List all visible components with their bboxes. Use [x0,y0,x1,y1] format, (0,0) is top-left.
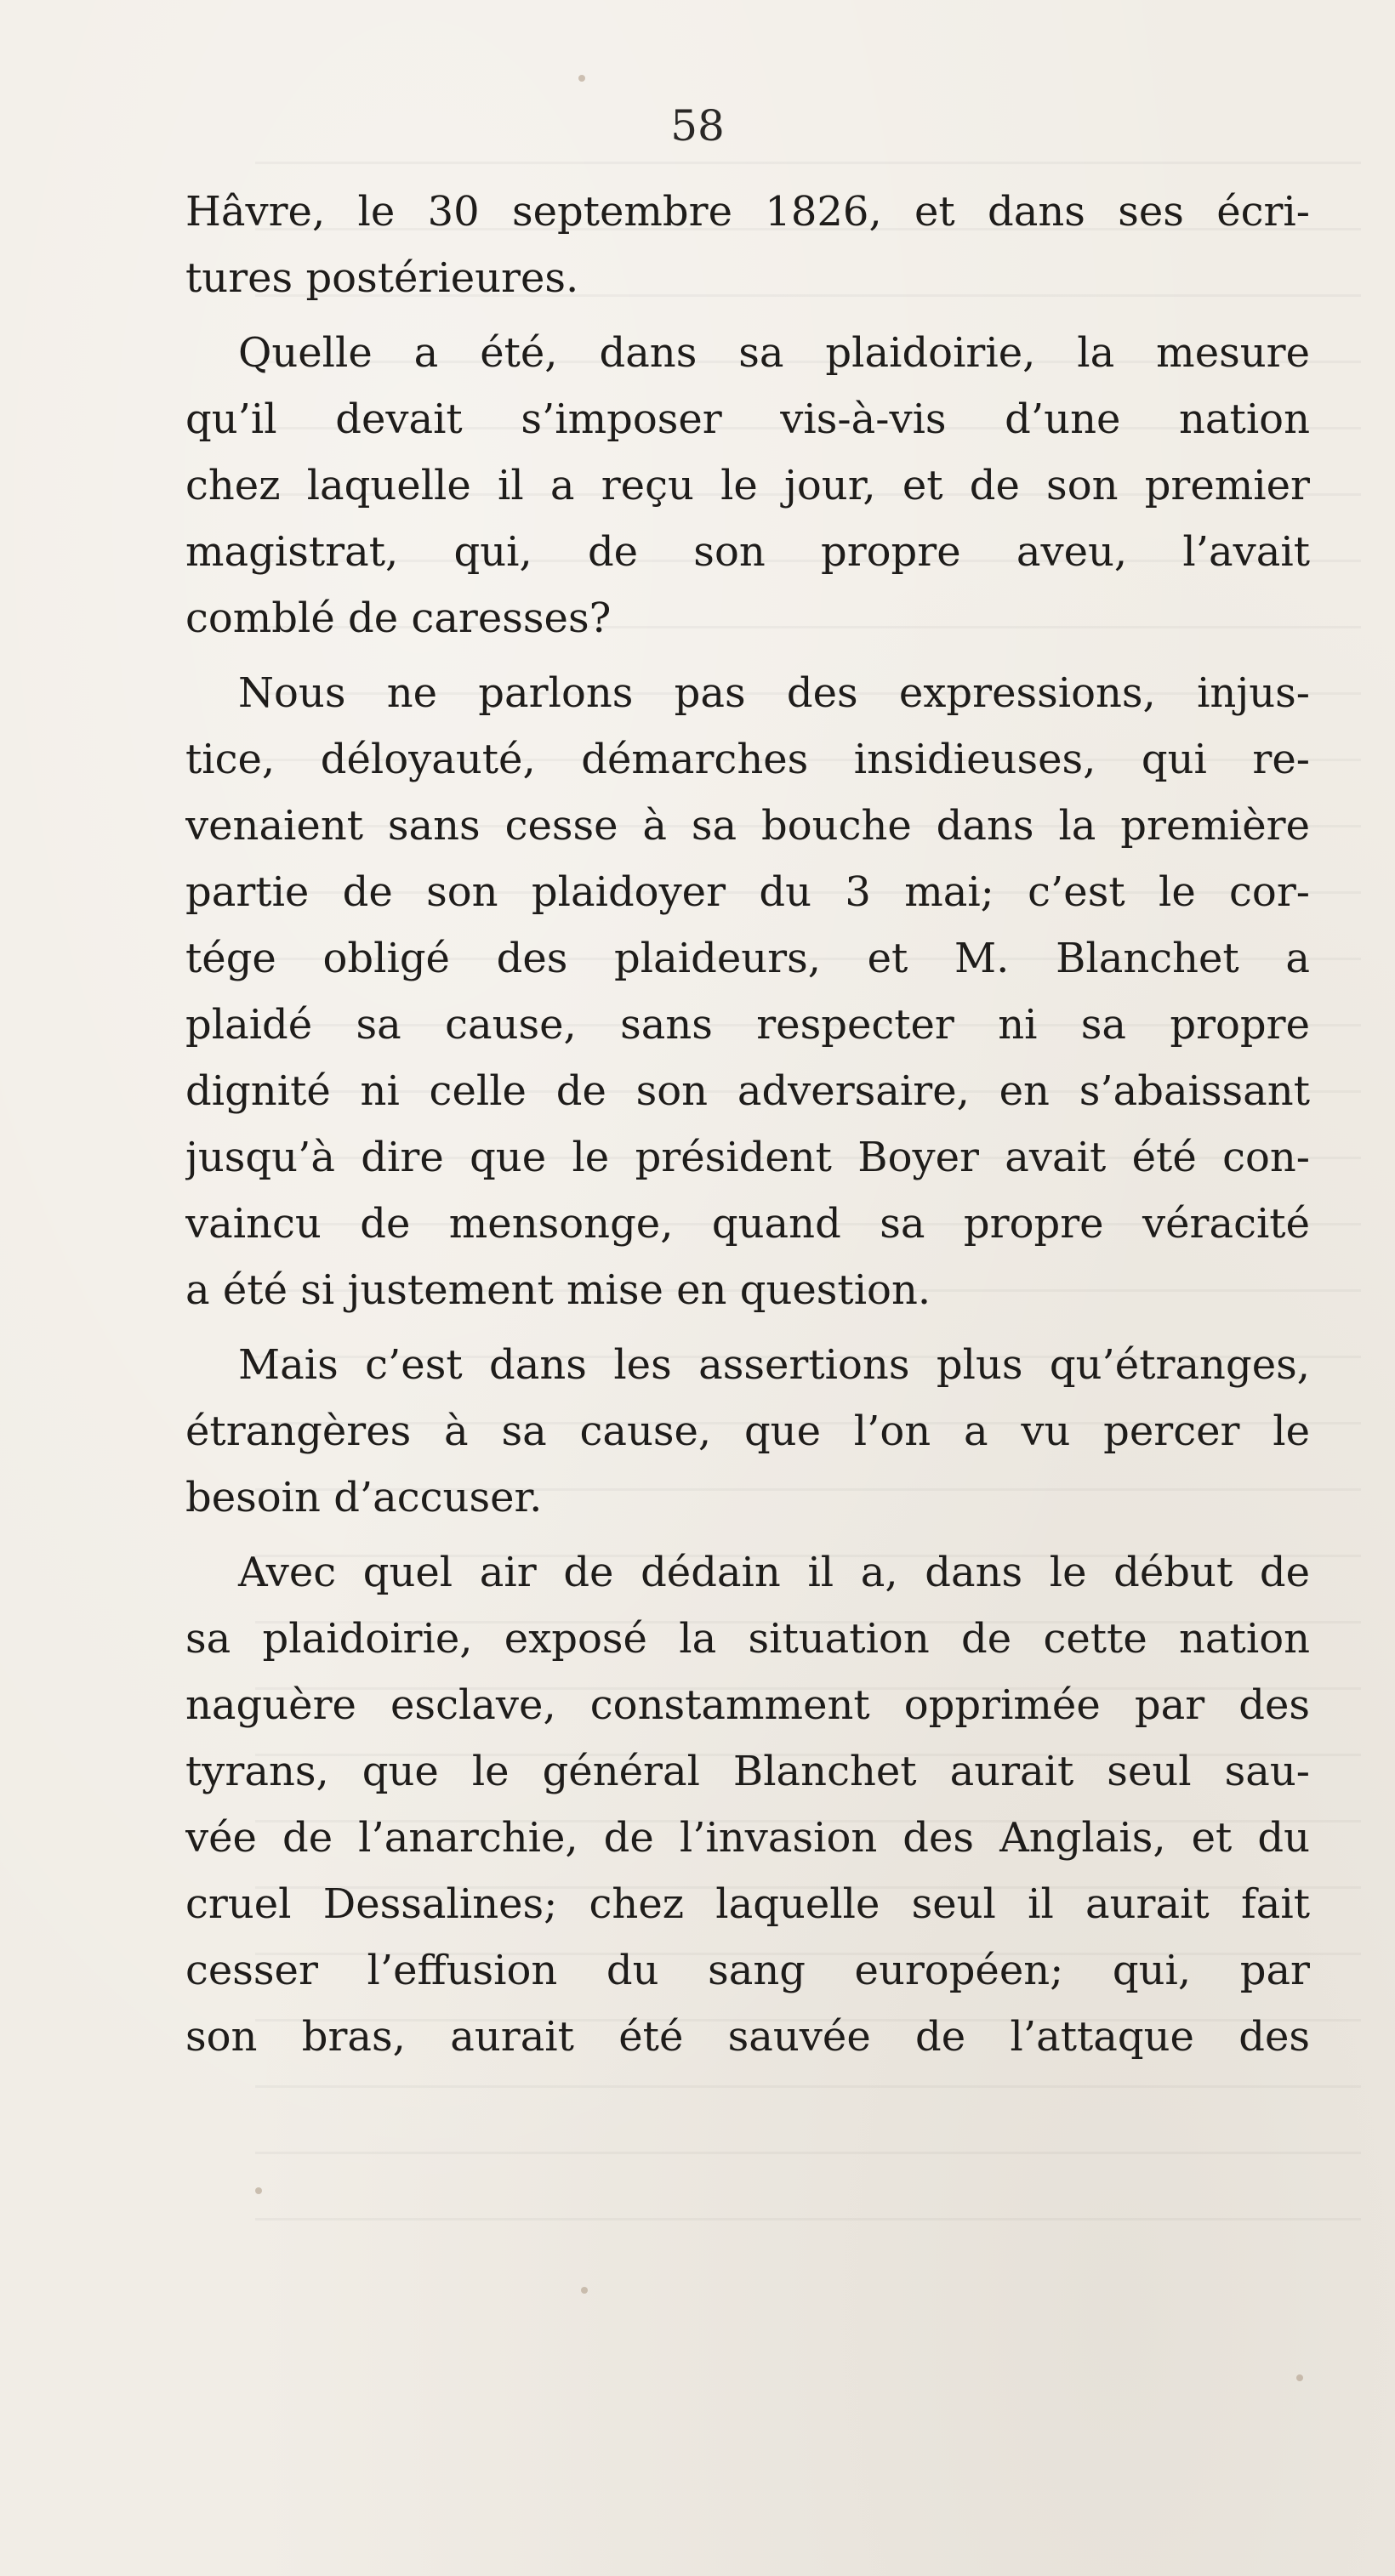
paper-speck [255,2187,262,2194]
text-line: partie de son plaidoyer du 3 mai; c’est le cor- [185,868,1310,916]
text-line: jusqu’à dire que le président Boyer avait été con- [185,1134,1310,1181]
page-number: 58 [670,101,725,151]
text-line: chez laquelle il a reçu le jour, et de son premier [185,462,1310,509]
paper-speck [581,2287,588,2294]
text-line: cruel Dessalines; chez laquelle seul il aurait fait [185,1880,1310,1928]
paper-speck [1296,2374,1303,2381]
text-line: Quelle a été, dans sa plaidoirie, la mesure [238,329,1310,377]
text-line: venaient sans cesse à sa bouche dans la première [185,802,1310,850]
text-line: Nous ne parlons pas des expressions, injus- [238,669,1310,717]
text-line: plaidé sa cause, sans respecter ni sa propre [185,1001,1310,1049]
text-line: vée de l’anarchie, de l’invasion des Anglais, et du [185,1814,1310,1862]
body-text [185,179,1310,2070]
text-line: Mais c’est dans les assertions plus qu’étranges, [238,1341,1310,1389]
text-line: tice, déloyauté, démarches insidieuses, qui re- [185,736,1310,783]
text-line: tyrans, que le général Blanchet aurait seul sau- [185,1748,1310,1795]
text-line: tures postérieures. [185,254,579,302]
text-line: vaincu de mensonge, quand sa propre véracité [185,1200,1310,1248]
text-line: dignité ni celle de son adversaire, en s’abaissant [185,1067,1310,1115]
paper-speck [578,75,585,82]
text-line: magistrat, qui, de son propre aveu, l’avait [185,528,1310,576]
text-line: qu’il devait s’imposer vis-à-vis d’une nation [185,395,1310,443]
text-line: son bras, aurait été sauvée de l’attaque des [185,2013,1310,2061]
text-line: Avec quel air de dédain il a, dans le début de [238,1549,1310,1596]
text-line: étrangères à sa cause, que l’on a vu percer le [185,1407,1310,1455]
text-line: comblé de caresses? [185,594,612,642]
text-line: naguère esclave, constamment opprimée par des [185,1681,1310,1729]
text-line: tége obligé des plaideurs, et M. Blanchet a [185,935,1310,982]
text-line: besoin d’accuser. [185,1474,543,1521]
text-line: cesser l’effusion du sang européen; qui, par [185,1947,1310,1994]
text-line: sa plaidoirie, exposé la situation de cette nation [185,1615,1310,1663]
text-line: Hâvre, le 30 septembre 1826, et dans ses écri- [185,188,1310,236]
text-line: a été si justement mise en question. [185,1266,931,1314]
